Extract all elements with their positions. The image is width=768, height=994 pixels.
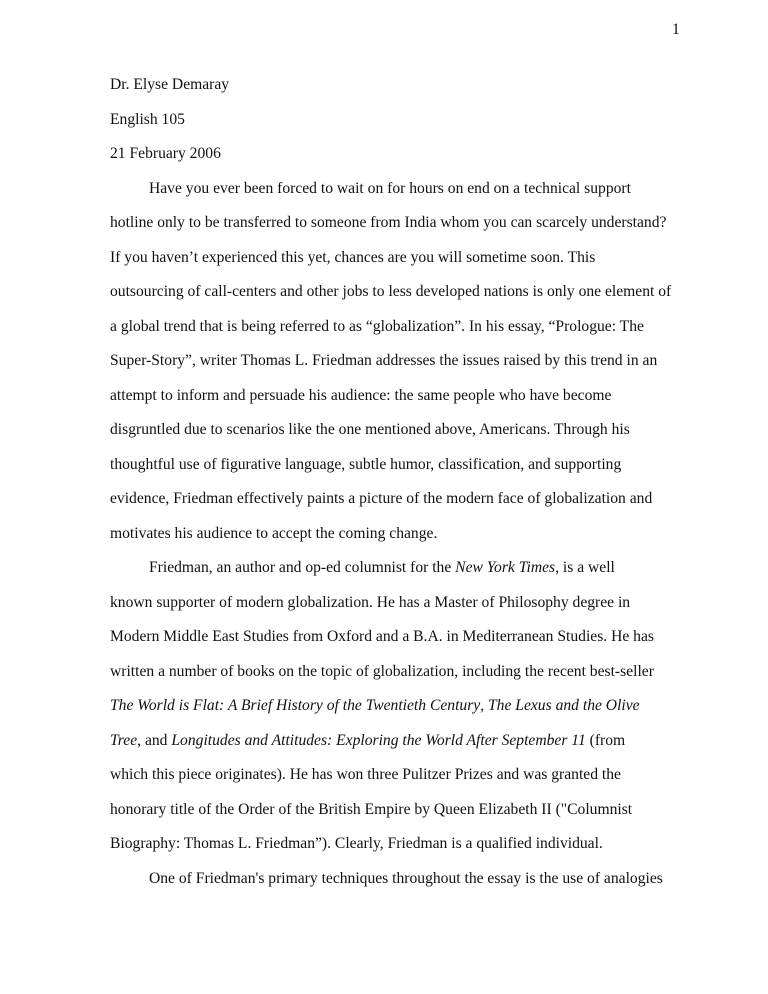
text-segment: a global trend that is being referred to as “globalization”. In his essay, “Prologue: The (110, 317, 644, 335)
text-line (110, 799, 710, 834)
text-line (110, 454, 710, 489)
text-line (110, 695, 710, 730)
text-line (110, 74, 710, 109)
text-segment: (from (585, 731, 626, 749)
text-segment: honorary title of the Order of the British Empire by Queen Elizabeth II ("Columnist (110, 800, 633, 818)
text-line (110, 385, 710, 420)
text-segment: motivates his audience to accept the coming change. (110, 524, 438, 542)
page-number: 1 (672, 21, 680, 38)
text-segment: known supporter of modern globalization. He has a Master of Philosophy degree in (110, 593, 631, 611)
text-segment: , (480, 697, 488, 714)
text-segment: which this piece originates). He has won three Pulitzer Prizes and was granted the (110, 766, 621, 783)
text-segment: , is a well (555, 559, 615, 576)
text-line (110, 488, 710, 523)
text-line (110, 592, 710, 627)
text-segment: One of Friedman's primary techniques throughout the essay is the use of analogies (149, 869, 663, 887)
text-line (110, 661, 710, 696)
text-line (110, 178, 710, 213)
text-segment: attempt to inform and persuade his audience: the same people who have become (110, 386, 612, 404)
text-line (110, 109, 710, 144)
text-line (110, 350, 710, 385)
text-segment: Biography: Thomas L. Friedman”). Clearly, Friedman is a qualified individual. (110, 835, 603, 852)
text-segment: Friedman, an author and op-ed columnist for the (149, 559, 456, 576)
text-segment: hotline only to be transferred to someone from India whom you can scarcely understand? (110, 214, 667, 231)
text-segment: Modern Middle East Studies from Oxford and a B.A. in Mediterranean Studies. He has (110, 628, 654, 645)
text-segment: Have you ever been forced to wait on for hours on end on a technical support (149, 179, 631, 197)
text-line (110, 212, 710, 247)
text-line (110, 419, 710, 454)
text-segment: written a number of books on the topic of globalization, including the recent best-seller (110, 662, 654, 680)
text-segment: , and (137, 731, 172, 749)
text-line (110, 557, 710, 592)
text-segment: disgruntled due to scenarios like the one mentioned above, Americans. Through his (110, 421, 630, 438)
text-line (110, 247, 710, 282)
text-line (110, 143, 710, 178)
document-body (110, 74, 710, 902)
text-segment: thoughtful use of figurative language, subtle humor, classification, and supporting (110, 455, 622, 473)
text-line (110, 626, 710, 661)
text-segment: outsourcing of call-centers and other jobs to less developed nations is only one element of (110, 283, 672, 300)
italic-title: Tree (110, 731, 138, 749)
text-segment: Super-Story”, writer Thomas L. Friedman addresses the issues raised by this trend in an (110, 352, 658, 369)
italic-title: New York Times (455, 559, 556, 576)
text-line (110, 868, 710, 903)
text-segment: If you haven’t experienced this yet, chances are you will sometime soon. This (110, 248, 596, 266)
text-line (110, 281, 710, 316)
text-line (110, 316, 710, 351)
text-line (110, 833, 710, 868)
text-segment: 21 February 2006 (110, 145, 221, 162)
text-line (110, 523, 710, 558)
text-segment: Dr. Elyse Demaray (110, 76, 230, 93)
text-line (110, 764, 710, 799)
italic-title: The World is Flat: A Brief History of the Twentieth Century (110, 697, 481, 714)
text-segment: evidence, Friedman effectively paints a picture of the modern face of globalization and (110, 490, 653, 507)
italic-title: The Lexus and the Olive (488, 697, 640, 714)
text-segment: English 105 (110, 110, 185, 128)
italic-title: Longitudes and Attitudes: Exploring the World After September 11 (171, 731, 586, 749)
text-line (110, 730, 710, 765)
